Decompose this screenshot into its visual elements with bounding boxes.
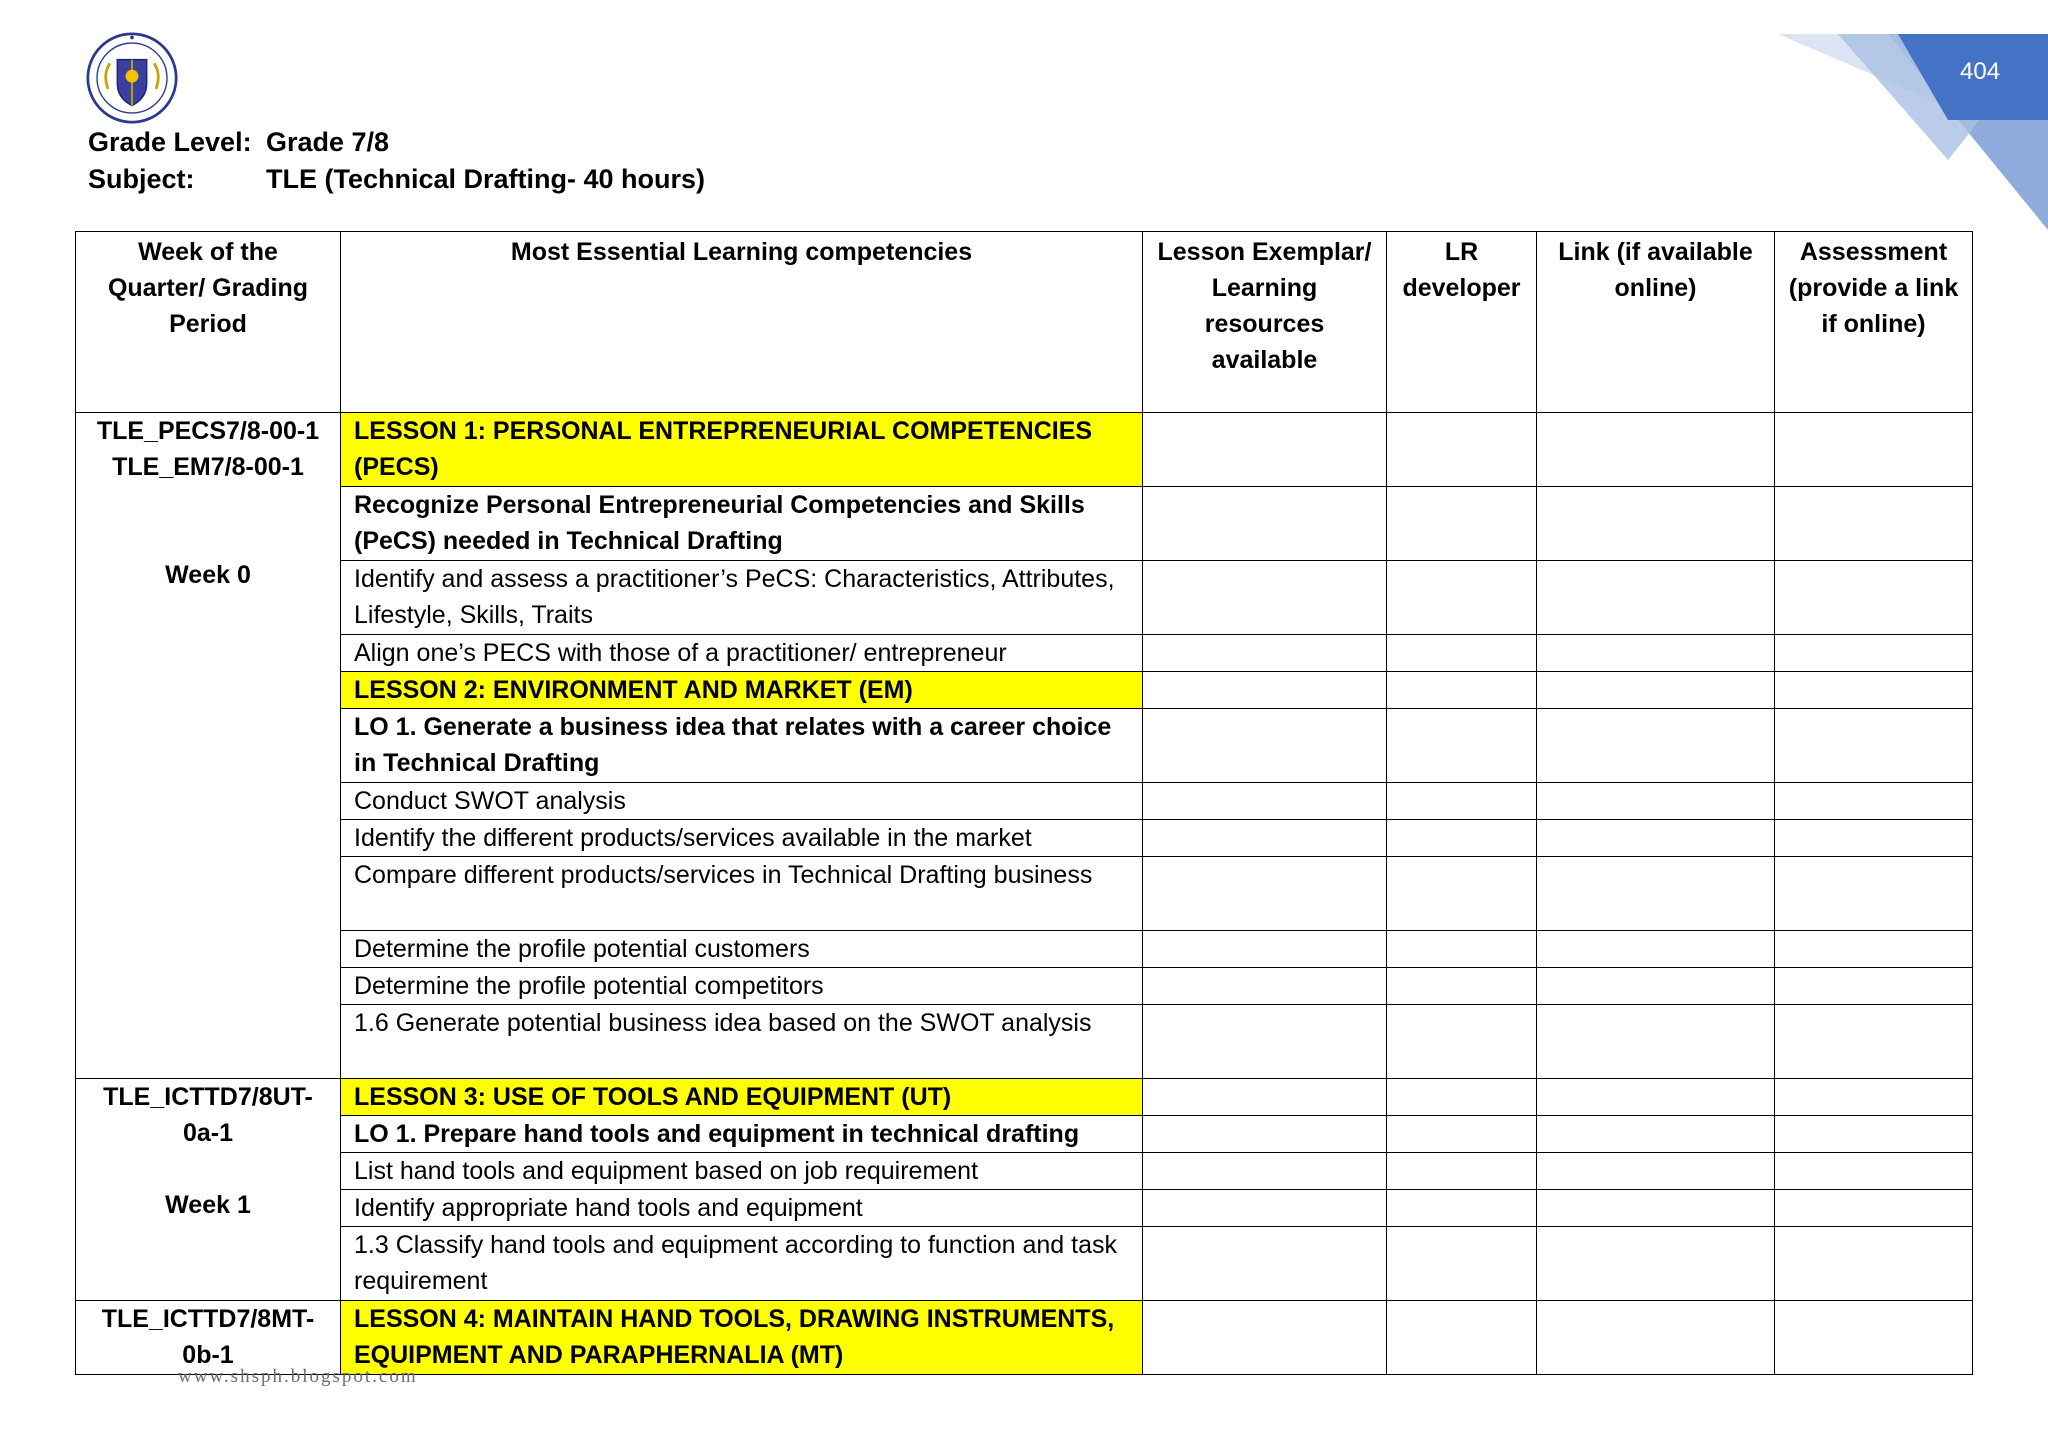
week-cell	[76, 1079, 341, 1301]
header-competencies: Most Essential Learning competencies	[341, 232, 1143, 413]
competencies-table	[75, 231, 1973, 1375]
competency-item: Compare different products/services in Technical Drafting business	[341, 857, 1143, 931]
header-lesson-exemplar: Lesson Exemplar/ Learning resources available	[1143, 232, 1387, 413]
table-row	[76, 487, 1973, 561]
deped-seal-icon	[86, 32, 178, 124]
table-row	[76, 635, 1973, 672]
competency-code: TLE_ICTTD7/8UT-0a-1	[103, 1083, 313, 1147]
week-cell	[76, 1301, 341, 1375]
subject-label: Subject:	[88, 164, 195, 194]
table-row	[76, 1116, 1973, 1153]
header-week: Week of the Quarter/ Grading Period	[76, 232, 341, 413]
table-row	[76, 1227, 1973, 1301]
table-row	[76, 1079, 1973, 1116]
corner-decoration	[1748, 0, 2048, 240]
competency-item: 1.6 Generate potential business idea based on the SWOT analysis	[341, 1005, 1143, 1079]
header-link: Link (if available online)	[1537, 232, 1775, 413]
table-row	[76, 1005, 1973, 1079]
week-label: Week 0	[165, 561, 251, 589]
table-row	[76, 413, 1973, 487]
competency-item: Recognize Personal Entrepreneurial Competencies and Skills (PeCS) needed in Technical Drafting	[341, 487, 1143, 561]
table-row	[76, 561, 1973, 635]
week-label: Week 1	[165, 1191, 251, 1219]
lesson-heading: LESSON 3: USE OF TOOLS AND EQUIPMENT (UT)	[341, 1079, 1143, 1116]
lesson-heading: LESSON 2: ENVIRONMENT AND MARKET (EM)	[341, 672, 1143, 709]
competency-item: Determine the profile potential competitors	[341, 968, 1143, 1005]
table-row	[76, 1153, 1973, 1190]
header-lr-developer: LR developer	[1387, 232, 1537, 413]
table-row	[76, 1301, 1973, 1375]
lesson-heading: LESSON 4: MAINTAIN HAND TOOLS, DRAWING INSTRUMENTS, EQUIPMENT AND PARAPHERNALIA (MT)	[341, 1301, 1143, 1375]
competency-item: Identify the different products/services available in the market	[341, 820, 1143, 857]
competency-item: Identify appropriate hand tools and equipment	[341, 1190, 1143, 1227]
competency-item: LO 1. Prepare hand tools and equipment in technical drafting	[341, 1116, 1143, 1153]
competency-code: TLE_ICTTD7/8MT-0b-1	[101, 1305, 315, 1369]
table-row	[76, 968, 1973, 1005]
week-cell	[76, 413, 341, 1079]
table-header-row	[76, 232, 1973, 413]
watermark: www.shsph.blogspot.com	[178, 1366, 418, 1387]
grade-level-value: Grade 7/8	[266, 127, 390, 157]
header-assessment: Assessment (provide a link if online)	[1775, 232, 1973, 413]
competency-item: Align one’s PECS with those of a practitioner/ entrepreneur	[341, 635, 1143, 672]
table-row	[76, 857, 1973, 931]
table-row	[76, 709, 1973, 783]
table-row	[76, 931, 1973, 968]
competency-item: List hand tools and equipment based on job requirement	[341, 1153, 1143, 1190]
document-meta	[88, 124, 705, 198]
competency-item: Identify and assess a practitioner’s PeCS: Characteristics, Attributes, Lifestyle, Skills, Traits	[341, 561, 1143, 635]
page-number: 404	[1960, 58, 2001, 85]
table-row	[76, 1190, 1973, 1227]
competency-item: 1.3 Classify hand tools and equipment according to function and task requirement	[341, 1227, 1143, 1301]
competency-item: LO 1. Generate a business idea that relates with a career choice in Technical Drafting	[341, 709, 1143, 783]
lesson-heading: LESSON 1: PERSONAL ENTREPRENEURIAL COMPETENCIES (PECS)	[341, 413, 1143, 487]
competency-code: TLE_PECS7/8-00-1 TLE_EM7/8-00-1	[96, 417, 320, 481]
table-row	[76, 820, 1973, 857]
grade-level-label: Grade Level:	[88, 127, 252, 157]
table-row	[76, 672, 1973, 709]
table-row	[76, 783, 1973, 820]
competency-item: Determine the profile potential customers	[341, 931, 1143, 968]
competency-item: Conduct SWOT analysis	[341, 783, 1143, 820]
subject-value: TLE (Technical Drafting- 40 hours)	[266, 164, 706, 194]
